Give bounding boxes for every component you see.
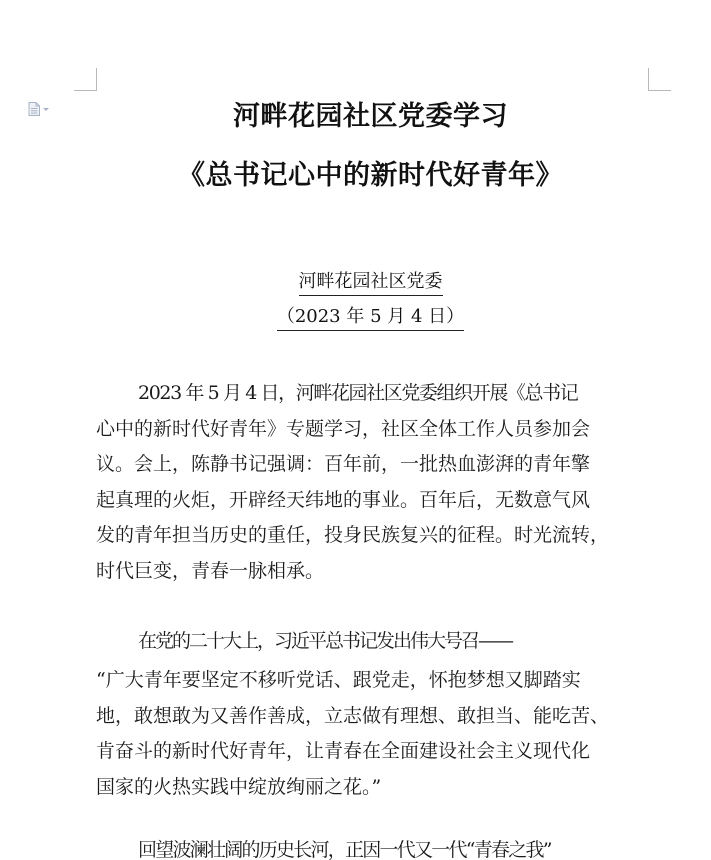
byline-date [0, 302, 711, 328]
document-title-line2: 《总书记心中的新时代好青年》 [178, 160, 563, 191]
page-corner-mark-top-left [74, 68, 97, 91]
paragraph-1 [96, 376, 656, 589]
byline-organization-text: 河畔花园社区党委 [299, 271, 443, 296]
paragraph-line: 2023 年 5 月 4 日，河畔花园社区党委组织开展《总书记 [138, 382, 578, 404]
paragraph-line: 在党的二十大上，习近平总书记发出伟大号召—— [138, 630, 513, 652]
paragraph-line: 时代巨变，青春一脉相承。 [96, 559, 325, 582]
paragraph-line: 发的青年担当历史的重任，投身民族复兴的征程。时光流转， [96, 524, 610, 546]
paragraph-line: 起真理的火炬，开辟经天纬地的事业。百年后，无数意气风 [96, 488, 591, 511]
quote-paragraph [96, 663, 656, 805]
paragraph-4 [96, 833, 656, 860]
paragraph-line: 议。会上，陈静书记强调：百年前，一批热血澎湃的青年擎 [96, 453, 591, 475]
paragraph-line: 回望波澜壮阔的历史长河，正因一代又一代“青春之我” [138, 839, 551, 860]
byline-organization [0, 267, 711, 293]
paragraph-line: 地，敢想敢为又善作善成，立志做有理想、敢担当、能吃苦、 [96, 704, 610, 727]
byline-date-text: （2023 年 5 月 4 日） [277, 306, 464, 331]
paragraph-line: “广大青年要坚定不移听党话、跟党走，怀抱梦想又脚踏实 [96, 669, 581, 691]
document-title-line1: 河畔花园社区党委学习 [233, 101, 508, 132]
paragraph-line: 心中的新时代好青年》专题学习，社区全体工作人员参加会 [96, 417, 591, 440]
paragraph-line: 肯奋斗的新时代好青年，让青春在全面建设社会主义现代化 [96, 740, 591, 762]
page-corner-mark-top-right [648, 68, 671, 91]
paragraph-2 [96, 624, 656, 660]
paragraph-line: 国家的火热实践中绽放绚丽之花。” [96, 775, 382, 798]
